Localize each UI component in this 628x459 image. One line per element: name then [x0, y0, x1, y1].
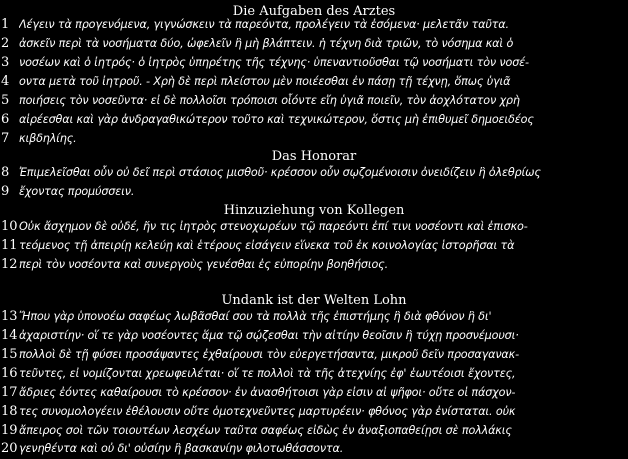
- line-number: 15: [1, 347, 18, 362]
- line-number: 8: [1, 165, 10, 180]
- section-title-kollegen: Hinzuziehung von Kollegen: [223, 203, 405, 218]
- line-number: 1: [1, 17, 10, 32]
- line-number: 13: [1, 309, 18, 324]
- line-text: Ἤπου γὰρ ὑπονοέω σαφέως λωβᾶσθαί σου τὰ πολλὰ τῆς ἐπιστήμης ἢ διὰ φθόνον ἢ δι': [19, 310, 492, 323]
- text-line-16: [0, 364, 628, 383]
- line-text: Οὐκ ἄσχημον δὲ οὐδέ, ἤν τις ἰητρὸς στενοχωρέων τῷ παρεόντι ἐπί τινι νοσέοντι καὶ ἐπισκο-: [19, 220, 528, 233]
- text-line-15: [0, 345, 628, 364]
- line-number: 16: [1, 366, 18, 381]
- text-line-14: [0, 326, 628, 345]
- line-text: κιβδηλίης.: [19, 132, 77, 145]
- section-title-aufgaben: Die Aufgaben des Arztes: [232, 4, 396, 19]
- text-line-4: [0, 72, 628, 91]
- line-number: 6: [1, 112, 10, 127]
- line-text: Ἐπιμελεῖσθαι οὖν οὐ δεῖ περὶ στάσιος μισθοῦ· κρέσσον οὖν σῳζομένοισιν ὀνειδίζειν ἢ ὀλεθρίως: [19, 166, 541, 179]
- line-text: πολλοὶ δὲ τῇ φύσει προσάψαντες ἐχθαίρουσι τὸν εὐεργετήσαντα, μικροῦ δεῖν προσαγανακ-: [19, 348, 519, 361]
- line-text: γενηθέντα καὶ οὐ δι' οὐσίην ἢ βασκανίην φιλοτωθάσσοντα.: [19, 442, 344, 455]
- line-number: 7: [1, 131, 10, 146]
- line-text: ἄδριες ἐόντες καθαίρουσι τὸ κρέσσον· ἐν ἀνασθήτοισι γὰρ εἰσιν αἱ ψῆφοι· οὔτε οἱ πάσχον-: [19, 386, 516, 399]
- line-number: 19: [1, 423, 18, 438]
- text-line-8: [0, 163, 628, 182]
- text-line-7: [0, 129, 628, 148]
- line-number: 11: [1, 238, 18, 253]
- line-number: 12: [1, 257, 18, 272]
- line-number: 4: [1, 74, 10, 89]
- line-text: τεῦντες, εἰ νομίζονται χρεωφειλέται· οἵ τε πολλοὶ τὰ τῆς ἀτεχνίης ἐφ' ἑωυτέοισι ἔχοντες,: [19, 367, 516, 380]
- text-line-5: [0, 91, 628, 110]
- line-text: νοσέων καὶ ὁ ἰητρός· ὁ ἰητρὸς ὑπηρέτης τῆς τέχνης· ὑπεναντιοῦσθαι τῷ νοσήματι τὸν νοσέ-: [19, 56, 529, 69]
- line-number: 2: [1, 36, 10, 51]
- text-line-11: [0, 236, 628, 255]
- section-title-undank: Undank ist der Welten Lohn: [221, 293, 407, 308]
- text-line-19: [0, 421, 628, 440]
- line-number: 17: [1, 385, 18, 400]
- text-line-2: [0, 34, 628, 53]
- line-text: ποιήσεις τὸν νοσεῦντα· εἰ δὲ πολλοῖσι τρόποισι οἷόντε εἴη ὑγιᾶ ποιεῖν, τὸν ἀοχλότατον χρὴ: [19, 94, 520, 107]
- text-line-13: [0, 307, 628, 326]
- text-line-10: [0, 217, 628, 236]
- line-number: 5: [1, 93, 10, 108]
- line-number: 3: [1, 55, 10, 70]
- text-line-17: [0, 383, 628, 402]
- text-line-3: [0, 53, 628, 72]
- line-number: 10: [1, 219, 18, 234]
- text-line-1: [0, 15, 628, 34]
- text-line-9: [0, 182, 628, 201]
- line-text: ἄπειρος σοὶ τῶν τοιουτέων λεσχέων ταῦτα σαφέως εἰδὼς ἐν ἀναξιοπαθείῃσι σὲ πολλάκις: [19, 424, 512, 437]
- line-text: ἀσκεῖν περὶ τὰ νοσήματα δύο, ὠφελεῖν ἢ μὴ βλάπτειν. ἡ τέχνη διὰ τριῶν, τὸ νόσημα καὶ ὁ: [19, 37, 514, 50]
- text-line-12: [0, 255, 628, 274]
- line-text: τες συνομολογέειν ἐθέλουσιν οὔτε ὁμοτεχνεῦντες μαρτυρέειν· φθόνος γὰρ ἐνίσταται. οὐκ: [19, 405, 516, 418]
- text-line-6: [0, 110, 628, 129]
- line-text: τεόμενος τῇ ἀπειρίῃ κελεύῃ καὶ ἑτέρους εἰσάγειν εἵνεκα τοῦ ἐκ κοινολογίας ἱστορῆσαι τὰ: [19, 239, 515, 252]
- line-number: 18: [1, 404, 18, 419]
- line-text: αἱρέεσθαι καὶ γὰρ ἀνδραγαθικώτερον τοῦτο καὶ τεχνικώτερον, ὅστις μὴ ἐπιθυμεῖ δημοειδέος: [19, 113, 534, 126]
- line-number: 14: [1, 328, 18, 343]
- text-line-18: [0, 402, 628, 421]
- line-text: ἔχοντας προμύσσειν.: [19, 185, 135, 198]
- line-text: Λέγειν τὰ προγενόμενα, γιγνώσκειν τὰ παρεόντα, προλέγειν τὰ ἐσόμενα· μελετᾶν ταῦτα.: [19, 18, 509, 31]
- text-line-20: [0, 439, 628, 458]
- section-title-honorar: Das Honorar: [271, 149, 357, 164]
- line-number: 9: [1, 184, 10, 199]
- line-text: περὶ τὸν νοσέοντα καὶ συνεργοὺς γενέσθαι ἐς εὐπορίην βοηθήσιος.: [19, 258, 389, 271]
- line-text: οντα μετὰ τοῦ ἰητροῦ. - Χρὴ δὲ περὶ πλείστου μὲν ποιέεσθαι ἐν πάσῃ τῇ τέχνῃ, ὅπως ὑγιᾶ: [19, 75, 511, 88]
- line-number: 20: [1, 441, 18, 456]
- line-text: ἀχαριστίην· οἵ τε γὰρ νοσέοντες ἅμα τῷ σῴζεσθαι τὴν αἰτίην θεοῖσιν ἢ τύχῃ προσνέμουσι·: [19, 329, 519, 342]
